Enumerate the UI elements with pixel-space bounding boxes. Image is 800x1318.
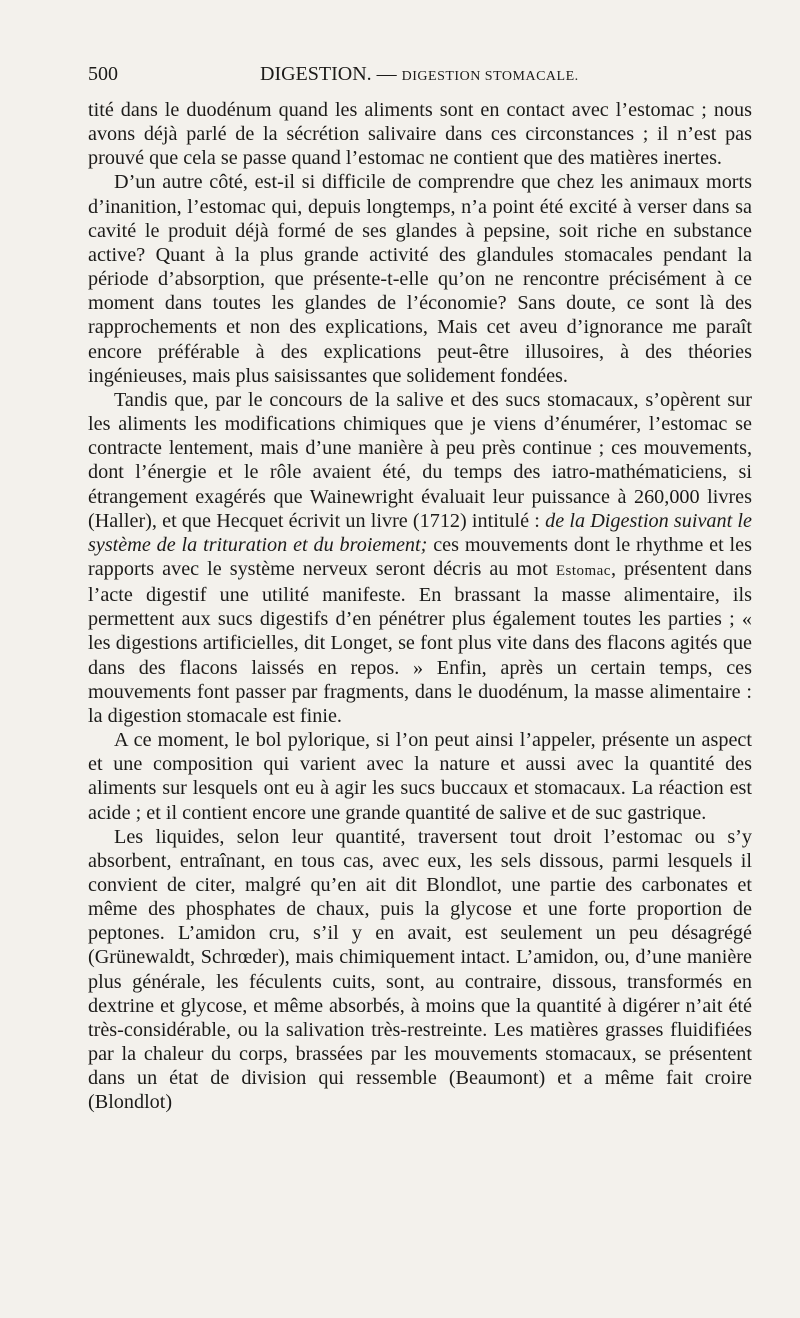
page-header	[88, 60, 750, 88]
running-head	[260, 60, 579, 91]
body-text	[88, 98, 752, 1115]
paragraph-text: Tandis que, par le concours de la salive et des sucs stomacaux, s’opèrent sur les aliments les modifications chimiques que je viens d’énumérer, l’estomac se contracte lentement, mais d’une manière à peu près continue ; ces mouvements, dont l’énergie et le rôle avaient été, du temps des iatro-mathématiciens, si étrangement exagérés que Wainewright évaluait leur puissance à 260,000 livres (Haller), et que Hecquet écrivit un livre (1712) intitulé :	[88, 388, 752, 532]
paragraph: Les liquides, selon leur quantité, traversent tout droit l’estomac ou s’y absorbent, entraînant, en tous cas, avec eux, les sels dissous, parmi lesquels il convient de citer, malgré qu’en ait dit Blondlot, une partie des carbonates et même des phosphates de chaux, puis la glycose et une forte proportion de peptones. L’amidon cru, s’il y en avait, est seulement un peu désagrégé (Grünewaldt, Schrœder), mais chimiquement intact. L’amidon, ou, d’une manière plus générale, les féculents cuits, sont, au contraire, dissous, transformés en dextrine et glycose, et même absorbés, à moins que la quantité à digérer n’ait été très-considérable, ou la salivation très-restreinte. Les matières grasses fluidifiées par la chaleur du corps, brassées par les mouvements stomacaux, se présentent dans un état de division qui ressemble (Beaumont) et a même fait croire (Blondlot)	[88, 825, 752, 1114]
cross-reference: Estomac	[555, 562, 611, 579]
paragraph: A ce moment, le bol pylorique, si l’on peut ainsi l’appeler, présente un aspect et une composition qui varient avec la nature et aussi avec la quantité des aliments sur lesquels ont eu à agir les sucs buccaux et stomacaux. La réaction est acide ; et il contient encore une grande quantité de salive et de suc gastrique.	[88, 729, 752, 824]
paragraph-text: ces mouvements dont le rhythme et les rapports avec le système nerveux seront décris au mot	[88, 533, 752, 580]
book-title-italic: de la Digestion suivant le système de la trituration et du broiement;	[88, 509, 752, 556]
paragraph: tité dans le duodénum quand les aliments sont en contact avec l’estomac ; nous avons déjà parlé de la sécrétion salivaire dans ces circonstances ; il n’est pas prouvé que cela se passe quand l’estomac ne contient que des matières inertes.	[88, 99, 752, 170]
chapter-title: DIGESTION.	[260, 63, 372, 85]
page-number: 500	[88, 63, 118, 85]
section-title: DIGESTION STOMACALE.	[401, 69, 579, 84]
header-dash: —	[371, 63, 402, 85]
paragraph: D’un autre côté, est-il si difficile de comprendre que chez les animaux morts d’inanition, l’estomac qui, depuis longtemps, n’a point été excité à verser dans sa cavité le produit déjà formé de ses glandes à pepsine, soit riche en substance active? Quant à la plus grande activité des glandules stomacales pendant la période d’absorption, que présente-t-elle qu’on ne rencontre précisément à ce moment dans toutes les glandes de l’économie? Sans doute, ce sont là des rapprochements et non des explications, Mais cet aveu d’ignorance me paraît encore préférable à des explications peut-être illusoires, à des théories ingénieuses, mais plus saisissantes que solidement fondées.	[88, 171, 752, 387]
paragraph	[88, 388, 752, 728]
paragraph-text: , présentent dans l’acte digestif une utilité manifeste. En brassant la masse alimentaire, ils permettent aux sucs digestifs d’en pénétrer plus également toutes les parties ; « les digestions artificielles, dit Longet, se font plus vite dans des flacons agités que dans des flacons laissés en repos. » Enfin, après un certain temps, ces mouvements font passer par fragments, dans le duodénum, la masse alimentaire : la digestion stomacale est finie.	[88, 557, 752, 727]
